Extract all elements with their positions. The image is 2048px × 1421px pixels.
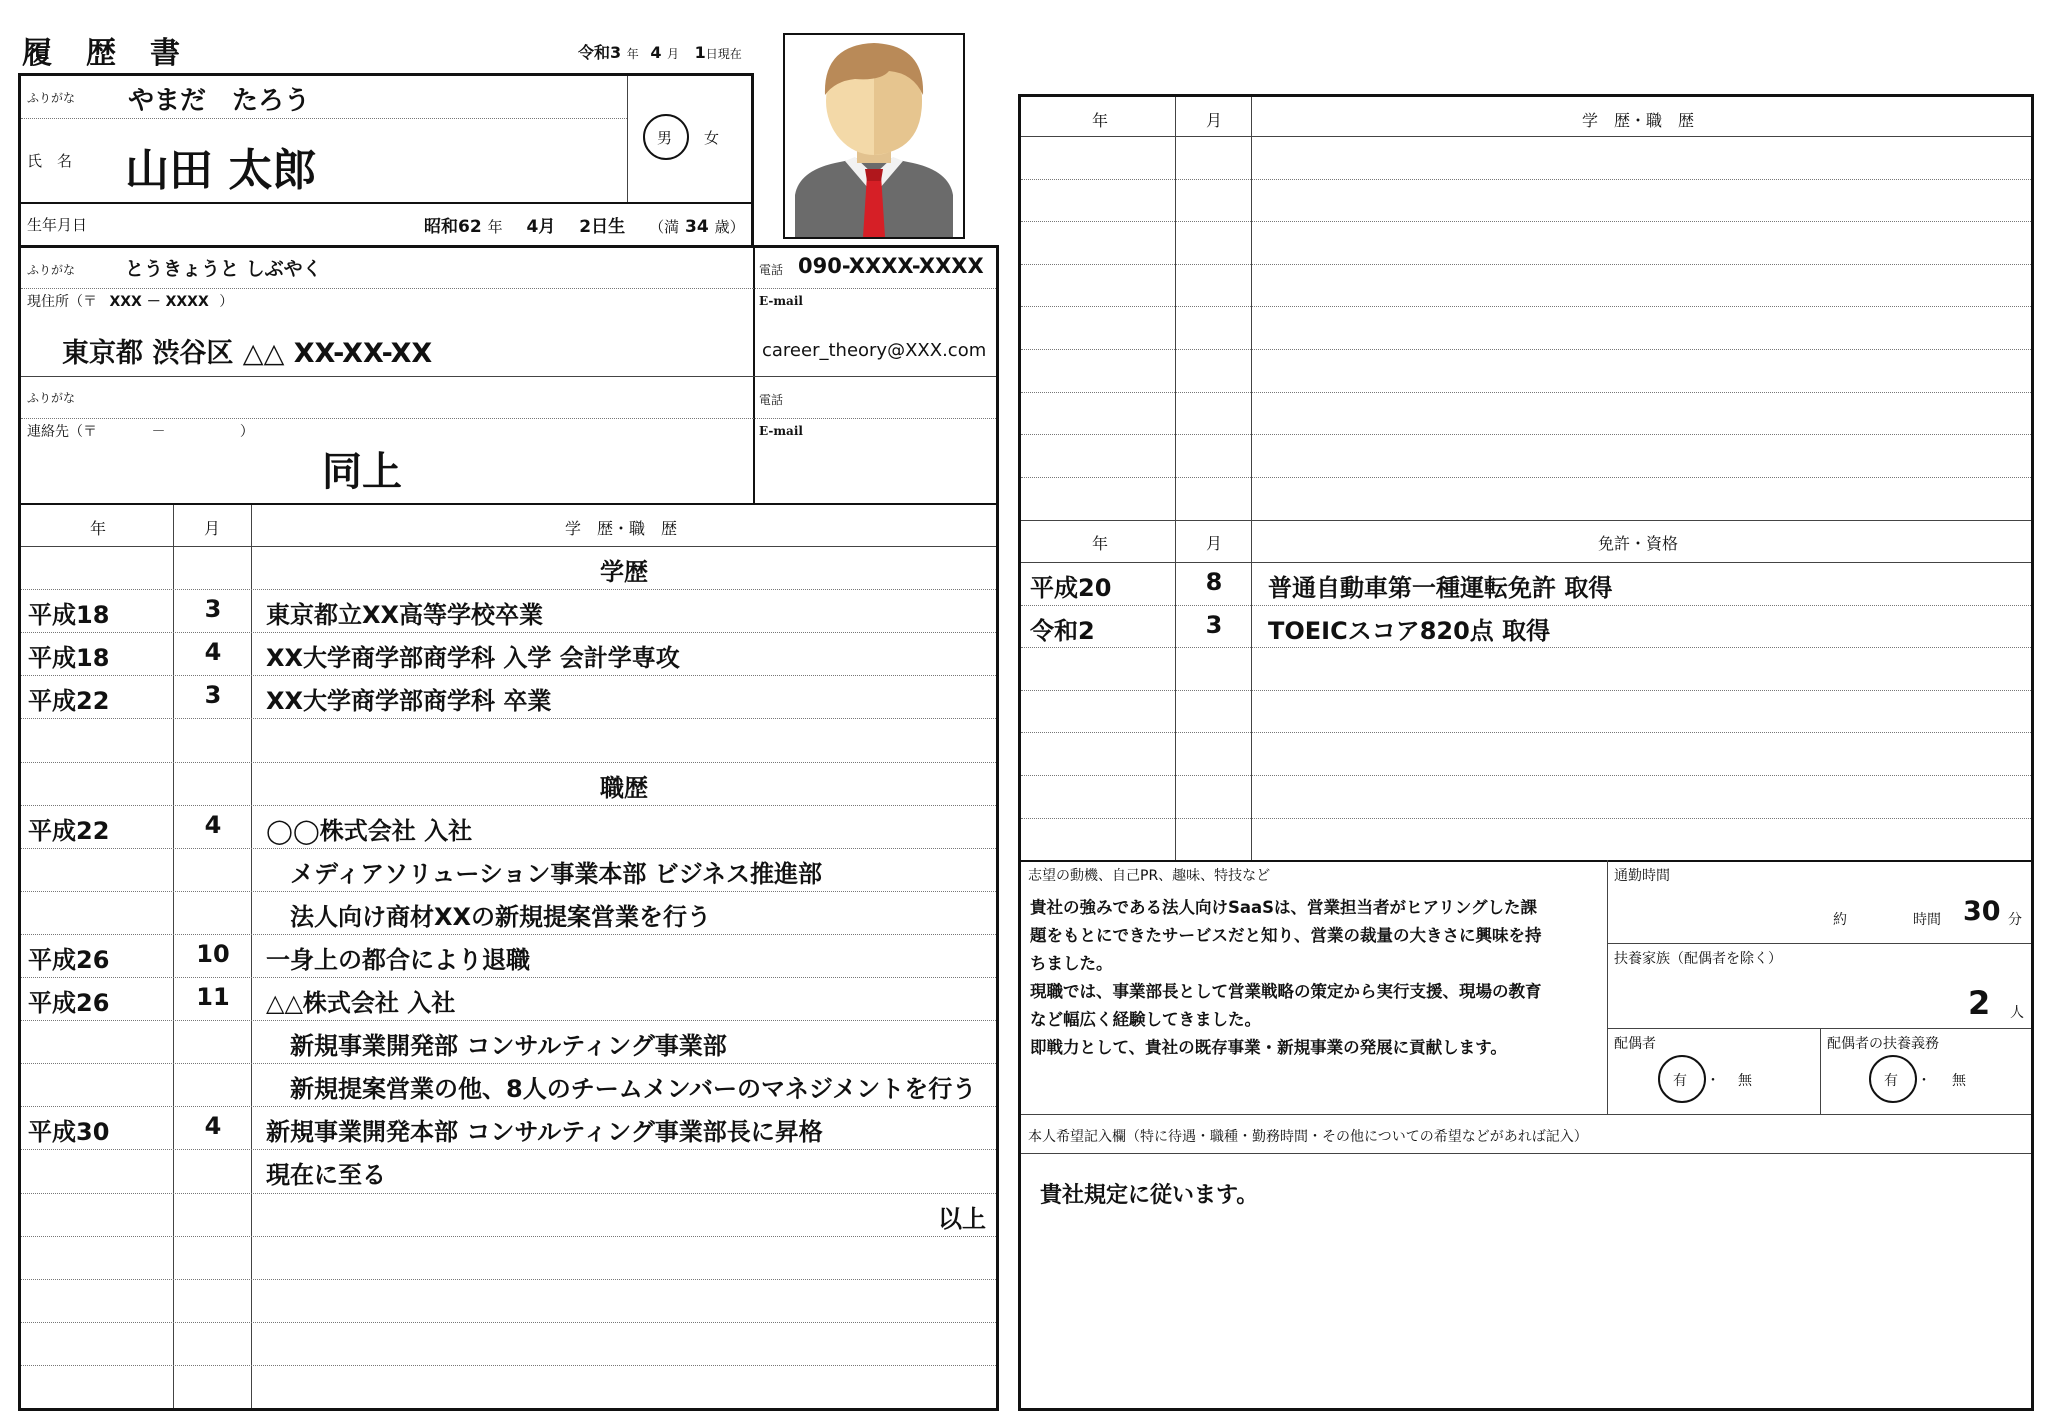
contact-postal-dash: － [151,424,166,440]
full-name: 山田 太郎 [125,145,317,196]
history2-col-title: 学 歴・職 歴 [1582,111,1695,130]
date-era: 令和3 [578,43,622,62]
history-text: XX大学商学部商学科 入学 会計学専攻 [266,644,680,673]
history-month: 4 [204,810,222,839]
history-col-year: 年 [90,519,107,538]
motivation-line: 貴社の強みである法人向けSaaSは、営業担当者がヒアリングした課 [1030,898,1538,917]
history-text: ◯◯株式会社 入社 [266,816,473,845]
history2-col-year: 年 [1092,111,1109,130]
birth-month: 4月 [526,217,556,237]
history-month: 11 [196,983,230,1011]
history-text: △△株式会社 入社 [266,989,456,1017]
license-year: 平成20 [1030,574,1112,602]
history-month: 10 [196,939,230,968]
age-open: （満 [649,218,680,236]
photo-frame [783,33,965,239]
license-month: 8 [1205,568,1223,596]
motivation-label: 志望の動機、自己PR、趣味、特技など [1028,868,1271,884]
spouse-label: 配偶者 [1614,1036,1656,1052]
licenses-col-month: 月 [1206,534,1223,553]
birth-label: 生年月日 [27,216,88,234]
history-year: 平成26 [28,989,110,1017]
address-furigana: とうきょうと しぶやく [125,258,322,280]
licenses-col-title: 免許・資格 [1598,534,1679,553]
license-text: TOEICスコア820点 取得 [1268,616,1551,645]
history-text: 新規事業開発本部 コンサルティング事業部長に昇格 [266,1118,823,1147]
date-day: 1 [694,43,706,62]
history-text: 新規事業開発部 コンサルティング事業部 [290,1032,727,1061]
date-year-unit: 年 [626,47,639,61]
commute-hours-unit: 時間 [1913,912,1941,928]
history2-col-month: 月 [1206,111,1223,130]
contact-phone-label: 電話 [759,393,784,407]
dependents-count: 2 [1968,984,1991,1022]
email-label: E-mail [759,294,803,308]
license-month: 3 [1205,610,1223,639]
commute-minutes: 30 [1963,896,2001,927]
spouse-support-label: 配偶者の扶養義務 [1827,1036,1939,1052]
email-address: career_theory@XXX.com [762,340,987,361]
history-year: 平成22 [28,687,110,716]
name-label: 氏 名 [27,152,73,170]
age: 34 [685,217,709,237]
name-furigana: やまだ たろう [128,86,311,116]
address-postal-line [27,291,233,311]
motivation-line: など幅広く経験してきました。 [1030,1010,1261,1029]
history-col-title: 学 歴・職 歴 [565,519,678,538]
resume-title: 履 歴 書 [22,36,182,71]
motivation-line: ちました。 [1030,954,1113,973]
history-year: 平成18 [28,644,110,673]
wishes-label: 本人希望記入欄（特に待遇・職種・勤務時間・その他についての希望などがあれば記入） [1028,1129,1588,1145]
contact-postal-line [27,421,254,441]
dependents-unit: 人 [2010,1005,2024,1021]
history-month: 3 [204,595,222,624]
history-text: 新規提案営業の他、8人のチームメンバーのマネジメントを行う [290,1075,977,1104]
history-year: 平成18 [28,601,110,630]
history-month: 3 [204,681,222,710]
history-year: 平成22 [28,816,110,845]
history-text: メディアソリューション事業本部 ビジネス推進部 [290,859,823,888]
spouse-dot: ・ [1706,1073,1720,1089]
age-close: 歳） [714,218,745,236]
history-month: 4 [204,1112,222,1141]
contact-label: 連絡先（〒 [27,424,97,440]
birth-date [424,212,745,237]
spouse-yes: 有 [1673,1073,1687,1089]
address-postal: XXX － XXXX [109,294,209,310]
wishes-value: 貴社規定に従います。 [1040,1183,1259,1208]
history-col-month: 月 [204,519,221,538]
main-right-box [1018,94,2034,1411]
person-avatar-icon [785,35,963,237]
dependents-label: 扶養家族（配偶者を除く） [1614,951,1782,967]
contact-postal-close: ） [239,424,254,440]
birth-era-year: 昭和62 [424,217,482,237]
history-month: 4 [204,638,222,667]
date-month: 4 [650,43,662,62]
gender-male: 男 [657,129,673,147]
history-text: 法人向け商材XXの新規提案営業を行う [290,902,712,931]
motivation-text [1030,894,1600,1062]
history-year: 平成26 [28,945,110,974]
history-year: 平成30 [28,1118,110,1147]
address-furigana-label: ふりがな [27,263,76,277]
spouse-support-yes: 有 [1884,1073,1898,1089]
gender-female: 女 [704,129,720,147]
history-text: 東京都立XX高等学校卒業 [266,601,544,630]
license-text: 普通自動車第一種運転免許 取得 [1268,574,1613,602]
history-text: XX大学商学部商学科 卒業 [266,687,552,716]
birth-year-unit: 年 [487,218,503,236]
history-text: 学歴 [600,558,648,586]
spouse-support-no: 無 [1952,1073,1966,1089]
spouse-no: 無 [1738,1073,1752,1089]
date-suffix: 日現在 [705,47,742,61]
as-of-date [578,40,742,63]
license-year: 令和2 [1030,616,1095,645]
address-label: 現住所（〒 [27,294,97,310]
contact-furigana-label: ふりがな [27,391,76,405]
motivation-line: 題をもとにできたサービスだと知り、営業の裁量の大きさに興味を持 [1030,926,1542,945]
phone-label: 電話 [759,263,784,277]
commute-label: 通勤時間 [1614,868,1670,884]
spouse-support-dot: ・ [1917,1073,1931,1089]
address-postal-close: ） [219,294,234,310]
phone-number: 090-XXXX-XXXX [798,254,984,278]
commute-approx: 約 [1833,912,1847,928]
history-text: 一身上の都合により退職 [266,945,530,974]
history-text: 職歴 [600,773,648,802]
current-address: 東京都 渋谷区 △△ XX-XX-XX [62,338,433,369]
commute-minutes-unit: 分 [2008,912,2022,928]
contact-email-label: E-mail [759,424,803,438]
name-furigana-label: ふりがな [27,91,76,105]
motivation-line: 現職では、事業部長として営業戦略の策定から実行支援、現場の教育 [1030,982,1542,1001]
birth-day: 2日生 [579,217,626,237]
licenses-col-year: 年 [1092,534,1109,553]
history-text: 以上 [938,1204,986,1233]
history-text: 現在に至る [266,1161,386,1190]
contact-address: 同上 [322,449,402,495]
motivation-line: 即戦力として、貴社の既存事業・新規事業の発展に貢献します。 [1030,1038,1507,1057]
date-month-unit: 月 [667,47,680,61]
